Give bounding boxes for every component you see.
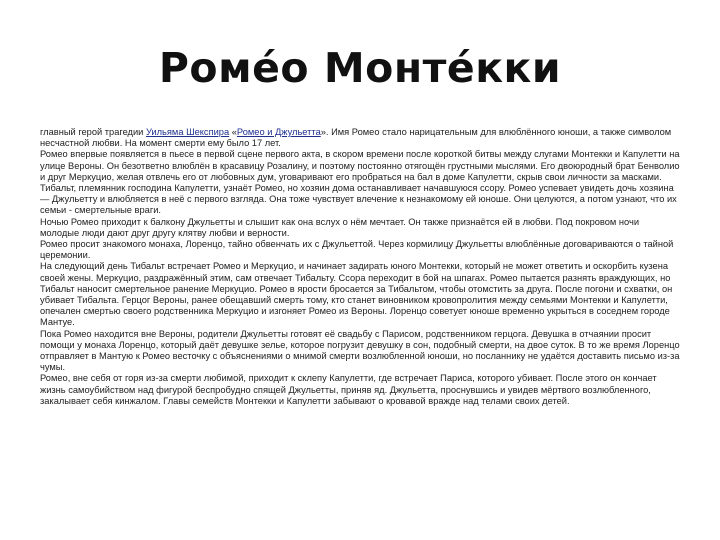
paragraph: Ромео впервые появляется в пьесе в первой сцене первого акта, в скором времени после короткой битвы между слугами Монтекки и Капулетти на улице Вероны. Он безответно влюблён в красавицу Розалину, и поэтому постоянно отягощён грустными мыслями. Его двоюродный брат Бенволио и друг Меркуцио, желая отвлечь его от любовных дум, уговаривают его пробраться на бал в доме Капулетти, скрыв свои личности за масками. Тибальт, племянник господина Капулетти, узнаёт Ромео, но хозяин дома останавливает начавшуюся ссору. Ромео успевает увидеть дочь хозяина — Джульетту и влюбляется в неё с первого взгляда. Она тоже чувствует влечение к незнакомому ей юноше. Они целуются, а потом узнают, что их семьи - смертельные враги. (40, 149, 680, 216)
intro-text-end: ». Имя Ромео стало нарицательным для влюблённого юноши, а также символом несчастной любви. На момент смерти ему было 17 лет. (40, 127, 672, 149)
shakespeare-link[interactable]: Уильяма Шекспира (145, 127, 230, 137)
paragraph: Ночью Ромео приходит к балкону Джульетты и слышит как она вслух о нём мечтает. Он также признаётся ей в любви. Под покровом ночи молодые люди дают друг другу клятву любви и верности. (40, 216, 640, 238)
paragraph: На следующий день Тибальт встречает Ромео и Меркуцио, и начинает задирать юного Монтекки, который не может ответить и оскорбить кузена своей жены. Меркуцио, раздражённый этим, сам отвечает Тибальту. Ссора переходит в бой на шпагах. Ромео пытается разнять враждующих, но Тибальт наносит смертельное ранение Меркуцио. Ромео в ярости бросается за Тибальтом, чтобы отомстить за друга. После погони и схватки, он убивает Тибальта. Герцог Вероны, ранее обещавший смерть тому, кто станет виновником кровопролития между семьями Монтекки и Капулетти, опечален смертью своего родственника Меркуцио и изгоняет Ромео из Вероны. Лоренцо советует юноше временно укрыться в соседнем городе Мантуе. (40, 261, 673, 328)
paragraph: Ромео, вне себя от горя из-за смерти любимой, приходит к склепу Капулетти, где встречает Париса, которого убивает. После этого он кончает жизнь самоубийством над фигурой беспробудно спящей Джульетты, приняв яд. Джульетта, проснувшись и увидев мёртвого возлюбленного, закалывает себя кинжалом. Главы семейств Монтекки и Капулетти забывают о кровавой вражде над телами своих детей. (40, 373, 657, 406)
paragraph: Пока Ромео находится вне Вероны, родители Джульетты готовят её свадьбу с Парисом, родственником герцога. Девушка в отчаянии просит помощи у монаха Лоренцо, который даёт девушке зелье, которое погрузит девушку в сон, подобный смерти, на двое суток. В то же время Лоренцо отправляет в Мантую к Ромео весточку с объяснениями о мнимой смерти возлюбленной юноши, но посланнику не удаётся доставить письмо из-за чумы. (40, 328, 680, 373)
paragraph: Ромео просит знакомого монаха, Лоренцо, тайно обвенчать их с Джульеттой. Через кормилицу Джульетты влюблённые договариваются о тайной церемонии. (40, 239, 674, 261)
romeo-and-juliet-link[interactable]: Ромео и Джульетта (236, 127, 321, 137)
intro-text-start: главный герой трагедии (40, 127, 146, 137)
intro-paragraph (40, 127, 680, 149)
intro-text-quote-open: « (229, 127, 237, 137)
article-body (40, 127, 680, 407)
page-title: Роме́о Монте́кки (158, 44, 562, 92)
